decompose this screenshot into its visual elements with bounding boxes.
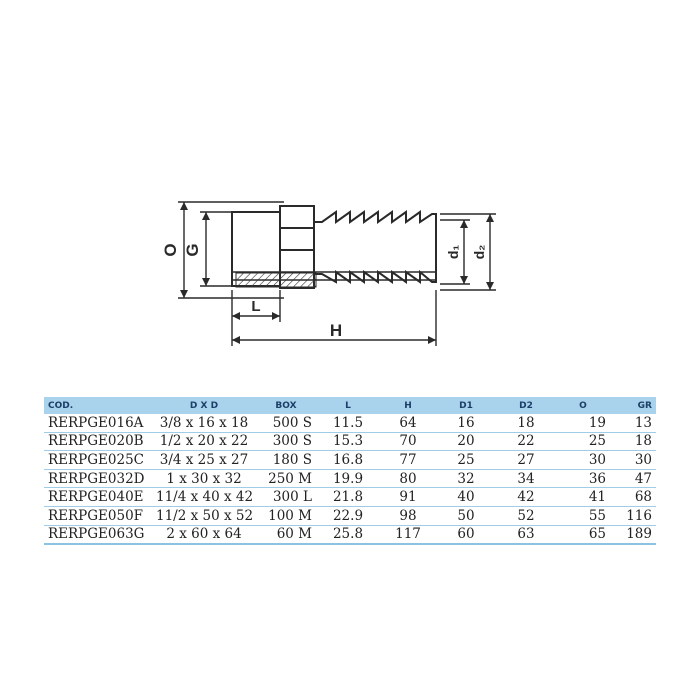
header-cod: COD. [44, 397, 152, 414]
cell-d1: 32 [436, 469, 496, 488]
cell-d2: 18 [496, 414, 556, 432]
cell-o: 65 [556, 525, 610, 544]
cell-l: 11.5 [316, 414, 380, 432]
cell-l: 19.9 [316, 469, 380, 488]
cell-d2: 34 [496, 469, 556, 488]
table-row [44, 451, 656, 470]
cell-h: 91 [380, 488, 436, 507]
cell-gr: 13 [610, 414, 656, 432]
table-row [44, 469, 656, 488]
cell-d2: 42 [496, 488, 556, 507]
cell-o: 25 [556, 432, 610, 451]
cell-box: 500 S [256, 414, 316, 432]
header-dxd: D X D [152, 397, 256, 414]
cell-o: 19 [556, 414, 610, 432]
cell-o: 30 [556, 451, 610, 470]
cell-o: 41 [556, 488, 610, 507]
label-l: L [251, 298, 261, 315]
cell-l: 22.9 [316, 506, 380, 525]
cell-dxd: 11/2 x 50 x 52 [152, 506, 256, 525]
cell-cod: RERPGE063G [44, 525, 152, 544]
cell-cod: RERPGE032D [44, 469, 152, 488]
spec-table [44, 397, 656, 545]
section-hatch [236, 273, 316, 287]
cell-h: 77 [380, 451, 436, 470]
header-h: H [380, 397, 436, 414]
header-o: O [556, 397, 610, 414]
cell-box: 300 L [256, 488, 316, 507]
fitting-technical-drawing [150, 190, 510, 360]
cell-gr: 189 [610, 525, 656, 544]
cell-gr: 116 [610, 506, 656, 525]
label-d1: d₁ [445, 244, 461, 260]
cell-h: 80 [380, 469, 436, 488]
header-d2: D2 [496, 397, 556, 414]
header-box: BOX [256, 397, 316, 414]
cell-cod: RERPGE040E [44, 488, 152, 507]
cell-d2: 27 [496, 451, 556, 470]
cell-l: 15.3 [316, 432, 380, 451]
cell-box: 250 M [256, 469, 316, 488]
cell-d1: 60 [436, 525, 496, 544]
table-row [44, 432, 656, 451]
cell-d2: 52 [496, 506, 556, 525]
cell-h: 98 [380, 506, 436, 525]
cell-h: 117 [380, 525, 436, 544]
cell-dxd: 11/4 x 40 x 42 [152, 488, 256, 507]
cell-box: 300 S [256, 432, 316, 451]
cell-cod: RERPGE016A [44, 414, 152, 432]
cell-l: 21.8 [316, 488, 380, 507]
cell-dxd: 3/8 x 16 x 18 [152, 414, 256, 432]
cell-h: 64 [380, 414, 436, 432]
cell-cod: RERPGE025C [44, 451, 152, 470]
cell-box: 180 S [256, 451, 316, 470]
cell-d1: 40 [436, 488, 496, 507]
cell-dxd: 3/4 x 25 x 27 [152, 451, 256, 470]
cell-d1: 50 [436, 506, 496, 525]
header-d1: D1 [436, 397, 496, 414]
cell-h: 70 [380, 432, 436, 451]
cell-d2: 22 [496, 432, 556, 451]
table-row [44, 525, 656, 544]
cell-o: 55 [556, 506, 610, 525]
label-h: H [329, 321, 343, 340]
table-row [44, 414, 656, 432]
cell-box: 100 M [256, 506, 316, 525]
cell-o: 36 [556, 469, 610, 488]
table-row [44, 506, 656, 525]
cell-l: 16.8 [316, 451, 380, 470]
cell-d2: 63 [496, 525, 556, 544]
cell-gr: 18 [610, 432, 656, 451]
cell-d1: 25 [436, 451, 496, 470]
table-row [44, 488, 656, 507]
label-g: G [183, 243, 202, 257]
cell-dxd: 2 x 60 x 64 [152, 525, 256, 544]
cell-l: 25.8 [316, 525, 380, 544]
label-d2: d₂ [471, 244, 487, 260]
cell-cod: RERPGE050F [44, 506, 152, 525]
cell-gr: 30 [610, 451, 656, 470]
cell-cod: RERPGE020B [44, 432, 152, 451]
header-l: L [316, 397, 380, 414]
cell-gr: 47 [610, 469, 656, 488]
cell-dxd: 1/2 x 20 x 22 [152, 432, 256, 451]
header-gr: GR [610, 397, 656, 414]
table-header-row [44, 397, 656, 414]
cell-d1: 16 [436, 414, 496, 432]
cell-d1: 20 [436, 432, 496, 451]
cell-dxd: 1 x 30 x 32 [152, 469, 256, 488]
cell-gr: 68 [610, 488, 656, 507]
label-o: O [161, 243, 180, 257]
cell-box: 60 M [256, 525, 316, 544]
